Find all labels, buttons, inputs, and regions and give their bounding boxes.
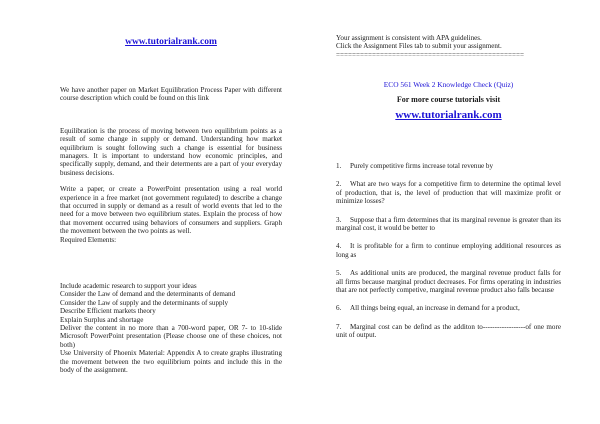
question-number: 5. <box>336 269 342 278</box>
question-item <box>336 242 561 259</box>
question-item <box>336 269 561 294</box>
submission-notes <box>336 34 561 59</box>
question-text: It is profitable for a firm to continue employing additional resources as long as <box>336 242 561 259</box>
requirement-item: Explain Surplus and shortage <box>60 315 144 324</box>
quiz-title: ECO 561 Week 2 Knowledge Check (Quiz) <box>383 80 514 89</box>
question-number: 6. <box>336 304 342 313</box>
question-text: Suppose that a firm determines that its marginal revenue is greater than its marginal cost, it would be better to <box>336 215 561 233</box>
requirement-item: Consider the Law of demand and the determinants of demand <box>60 290 236 299</box>
left-text <box>60 86 282 244</box>
required-heading: Required Elements: <box>60 235 117 244</box>
requirement-item: Consider the Law of supply and the determinants of supply <box>60 298 229 307</box>
apa-line: Your assignment is consistent with APA guidelines. <box>336 34 482 42</box>
question-text: As additional units are produced, the marginal revenue product falls for all firms because marginal product decreases. For firms operating in industries that are not perfectly competive, marginal revenue product also falls because <box>336 269 561 295</box>
question-item <box>336 216 561 233</box>
question-text: Purely competitive firms increase total revenue by <box>350 162 494 170</box>
question-item <box>336 180 561 205</box>
question-text: Marginal cost can be defind as the additon to------------------of one more unit of output. <box>336 322 561 340</box>
question-item <box>336 304 561 312</box>
question-list <box>336 162 561 350</box>
question-text: All things being equal, an increase in demand for a product, <box>350 304 520 313</box>
question-item <box>336 162 561 170</box>
intro-paragraph: We have another paper on Market Equilibration Process Paper with different course description which could be found on this link <box>60 86 282 103</box>
requirement-item: Use University of Phoenix Material: Appendix A to create graphs illustrating the movement between the two equilibrium points and include this in the body of the assignment. <box>60 349 282 375</box>
assignment-paragraph: Write a paper, or create a PowerPoint presentation using a real world experience in a free market (not government regulated) to describe a change that occurred in supply or demand as a result of world events that led to the need for a move between two equilibrium states. Explain the process of how that movement occurred using behaviors of consumers and suppliers. Graph the movement between the two points as well. <box>60 185 282 236</box>
site-link-left[interactable]: www.tutorialrank.com <box>125 37 217 47</box>
site-link-right[interactable]: www.tutorialrank.com <box>395 109 502 121</box>
question-number: 7. <box>336 322 342 331</box>
question-item <box>336 323 561 340</box>
question-number: 2. <box>336 180 342 189</box>
question-number: 4. <box>336 242 342 251</box>
question-number: 1. <box>336 162 342 170</box>
equilibration-paragraph: Equilibration is the process of moving between two equilibrium points as a result of some change in supply or demand. Understanding how market equilibrium is sought following such a change is essential for business managers. It is important to understand how economic principles, and specifically supply, demand, and their determents are a part of your everyday business decisions. <box>60 126 282 177</box>
submit-line: Click the Assignment Files tab to submit your assignment. <box>336 42 502 51</box>
more-tutorials-text: For more course tutorials visit <box>396 95 501 104</box>
requirement-item: Deliver the content in no more than a 700-word paper, OR 7- to 10-slide Microsoft PowerPoint presentation (Please choose one of these choices, not both) <box>60 324 282 349</box>
question-text: What are two ways for a competitive firm to determine the optimal level of production, that is, the level of production that will maximize profit or minimize losses? <box>336 180 561 206</box>
requirements-list <box>60 282 282 374</box>
requirement-item: Describe Efficient markets theory <box>60 307 156 316</box>
question-number: 3. <box>336 215 342 224</box>
separator: =============================================== <box>336 50 525 59</box>
requirement-item: Include academic research to support your ideas <box>60 282 197 290</box>
